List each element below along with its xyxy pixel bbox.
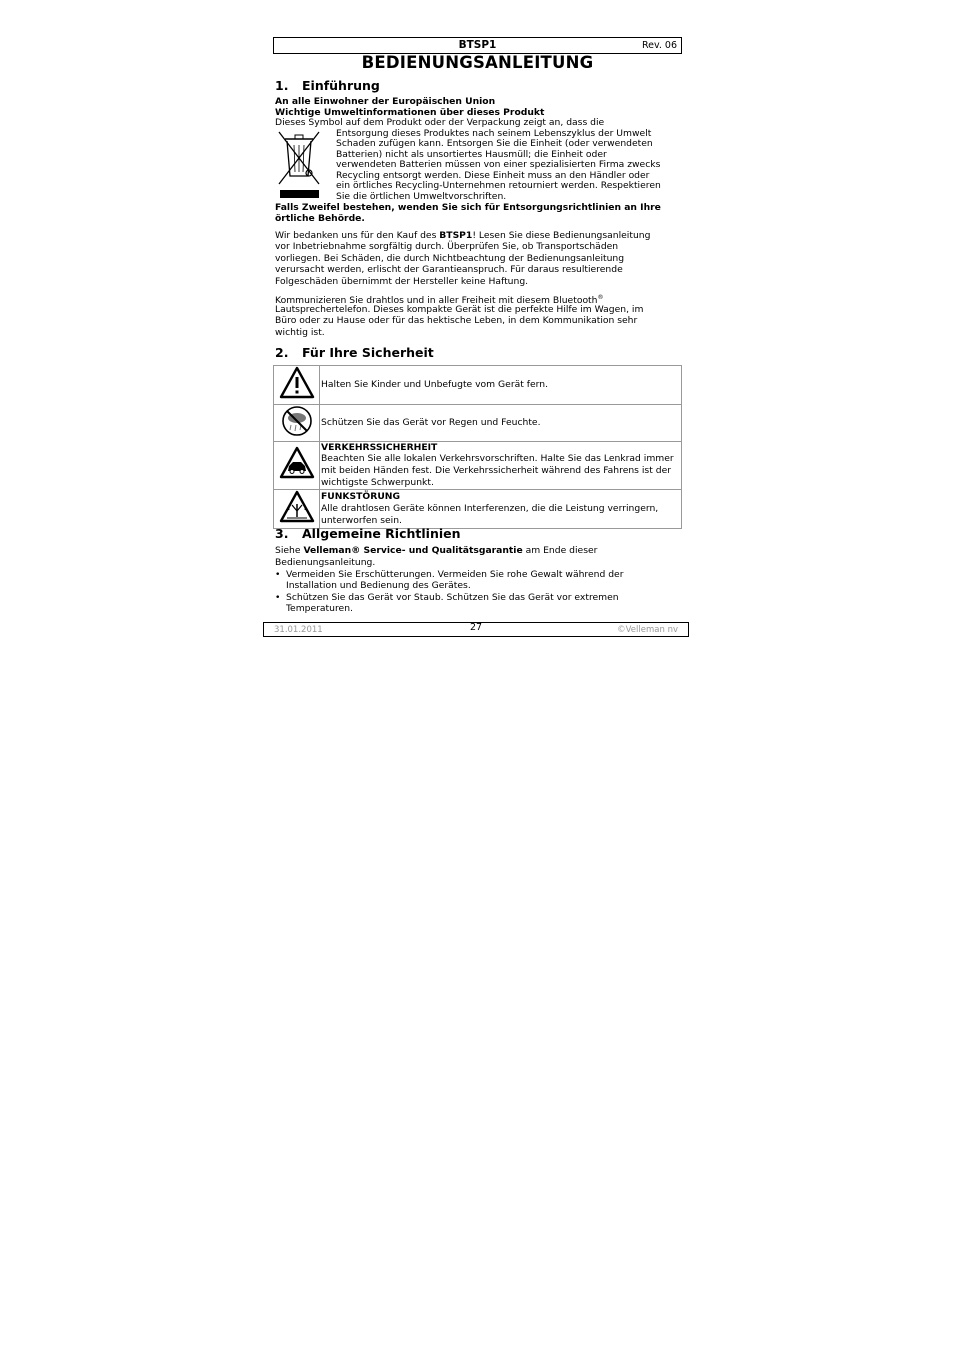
bullet-text: Installation und Bedienung des Gerätes. <box>286 580 471 591</box>
safety-title: VERKEHRSSICHERHEIT <box>321 441 438 453</box>
disposal-note-line: örtliche Behörde. <box>275 213 365 224</box>
intro-text-line: vorliegen. Bei Schäden, die durch Nichtbeachtung der Bedienungsanleitung <box>275 253 625 264</box>
thanks-line: Wir bedanken uns für den Kauf des BTSP1! Lesen Sie diese Bedienungsanleitung <box>275 230 651 241</box>
page-title: BEDIENUNGSANLEITUNG <box>361 53 594 72</box>
no-rain-icon <box>280 405 314 437</box>
safety-table <box>273 365 682 529</box>
description-line: wichtig ist. <box>275 327 325 338</box>
safety-text-cell <box>320 489 682 528</box>
safety-icon-cell <box>274 404 320 441</box>
guarantee-reference-line: Siehe Velleman® Service- und Qualitätsgarantie am Ende dieser <box>275 545 598 556</box>
safety-title: FUNKSTÖRUNG <box>321 490 401 502</box>
safety-icon-cell <box>274 366 320 405</box>
safety-text: Halten Sie Kinder und Unbefugte vom Gerät fern. <box>320 366 682 405</box>
section-heading-3: 3. Allgemeine Richtlinien <box>275 526 461 541</box>
env-text-line: Schaden zufügen kann. Entsorgen Sie die Einheit (oder verwendeten <box>336 138 653 149</box>
section-heading-1: 1. Einführung <box>275 78 380 93</box>
footer-copyright: ©Velleman nv <box>617 625 678 635</box>
disposal-note-line: Falls Zweifel bestehen, wenden Sie sich für Entsorgungsrichtlinien an Ihre <box>275 202 661 213</box>
env-text-line: Entsorgung dieses Produktes nach seinem Lebenszyklus der Umwelt <box>336 128 652 139</box>
env-text-line: Sie die örtlichen Umweltvorschriften. <box>336 191 507 202</box>
env-text-line: verwendeten Batterien müssen von einer spezialisierten Firma zwecks <box>336 159 661 170</box>
section-heading-2: 2. Für Ihre Sicherheit <box>275 345 434 360</box>
safety-icon-cell <box>274 441 320 489</box>
bullet-text: Schützen Sie das Gerät vor Staub. Schützen Sie das Gerät vor extremen <box>286 592 619 603</box>
safety-text: Alle drahtlosen Geräte können Interferenzen, die die Leistung verringern, unterworfen sein. <box>321 502 659 526</box>
bullet-text: Temperaturen. <box>286 603 353 614</box>
guarantee-reference-line: Bedienungsanleitung. <box>275 557 376 568</box>
description-line: Büro oder zu Hause oder für das hektische Leben, in dem Kommunikation sehr <box>275 315 638 326</box>
model-name: BTSP1 <box>458 39 497 51</box>
traffic-safety-icon <box>279 446 315 480</box>
weee-crossed-bin-icon <box>277 128 321 200</box>
safety-text: Schützen Sie das Gerät vor Regen und Feuchte. <box>320 404 682 441</box>
bullet-dot: • <box>275 569 281 580</box>
bluetooth-line: Kommunizieren Sie drahtlos und in aller Freiheit mit diesem Bluetooth® <box>275 294 604 307</box>
page-number: 27 <box>469 622 483 633</box>
radio-interference-icon <box>279 490 315 524</box>
env-text-line: Recycling entsorgt werden. Diese Einheit muss an den Händler oder <box>336 170 650 181</box>
env-text-line: ein örtliches Recycling-Unternehmen retourniert werden. Respektieren <box>336 180 661 191</box>
revision: Rev. 06 <box>641 40 677 51</box>
safety-row <box>274 366 682 405</box>
safety-text-cell <box>320 441 682 489</box>
bullet-text: Vermeiden Sie Erschütterungen. Vermeiden Sie rohe Gewalt während der <box>286 569 624 580</box>
page-footer <box>263 622 689 637</box>
env-text-line: Dieses Symbol auf dem Produkt oder der Verpackung zeigt an, dass die <box>275 117 605 128</box>
intro-text-line: Folgeschäden übernimmt der Hersteller keine Haftung. <box>275 276 529 287</box>
safety-row <box>274 489 682 528</box>
eu-residents-heading: An alle Einwohner der Europäischen Union <box>275 96 496 107</box>
safety-text: Beachten Sie alle lokalen Verkehrsvorschriften. Halte Sie das Lenkrad immer mit beiden Händen fest. Die Verkehrssicherheit während des Fahrens ist der wichtigste Schwerpunkt. <box>321 453 674 488</box>
safety-row <box>274 404 682 441</box>
env-text-line: Batterien) nicht als unsortiertes Hausmüll; die Einheit oder <box>336 149 607 160</box>
description-line: Lautsprechertelefon. Dieses kompakte Gerät ist die perfekte Hilfe im Wagen, im <box>275 304 644 315</box>
page-header <box>273 37 682 54</box>
safety-icon-cell <box>274 489 320 528</box>
environment-info-heading: Wichtige Umweltinformationen über dieses Produkt <box>275 107 545 118</box>
footer-date: 31.01.2011 <box>274 625 323 635</box>
bullet-dot: • <box>275 592 281 603</box>
warning-triangle-icon <box>279 366 315 400</box>
intro-text-line: vor Inbetriebnahme sorgfältig durch. Überprüfen Sie, ob Transportschäden <box>275 241 619 252</box>
safety-row <box>274 441 682 489</box>
intro-text-line: verursacht werden, erlischt der Garantieanspruch. Für daraus resultierende <box>275 264 623 275</box>
